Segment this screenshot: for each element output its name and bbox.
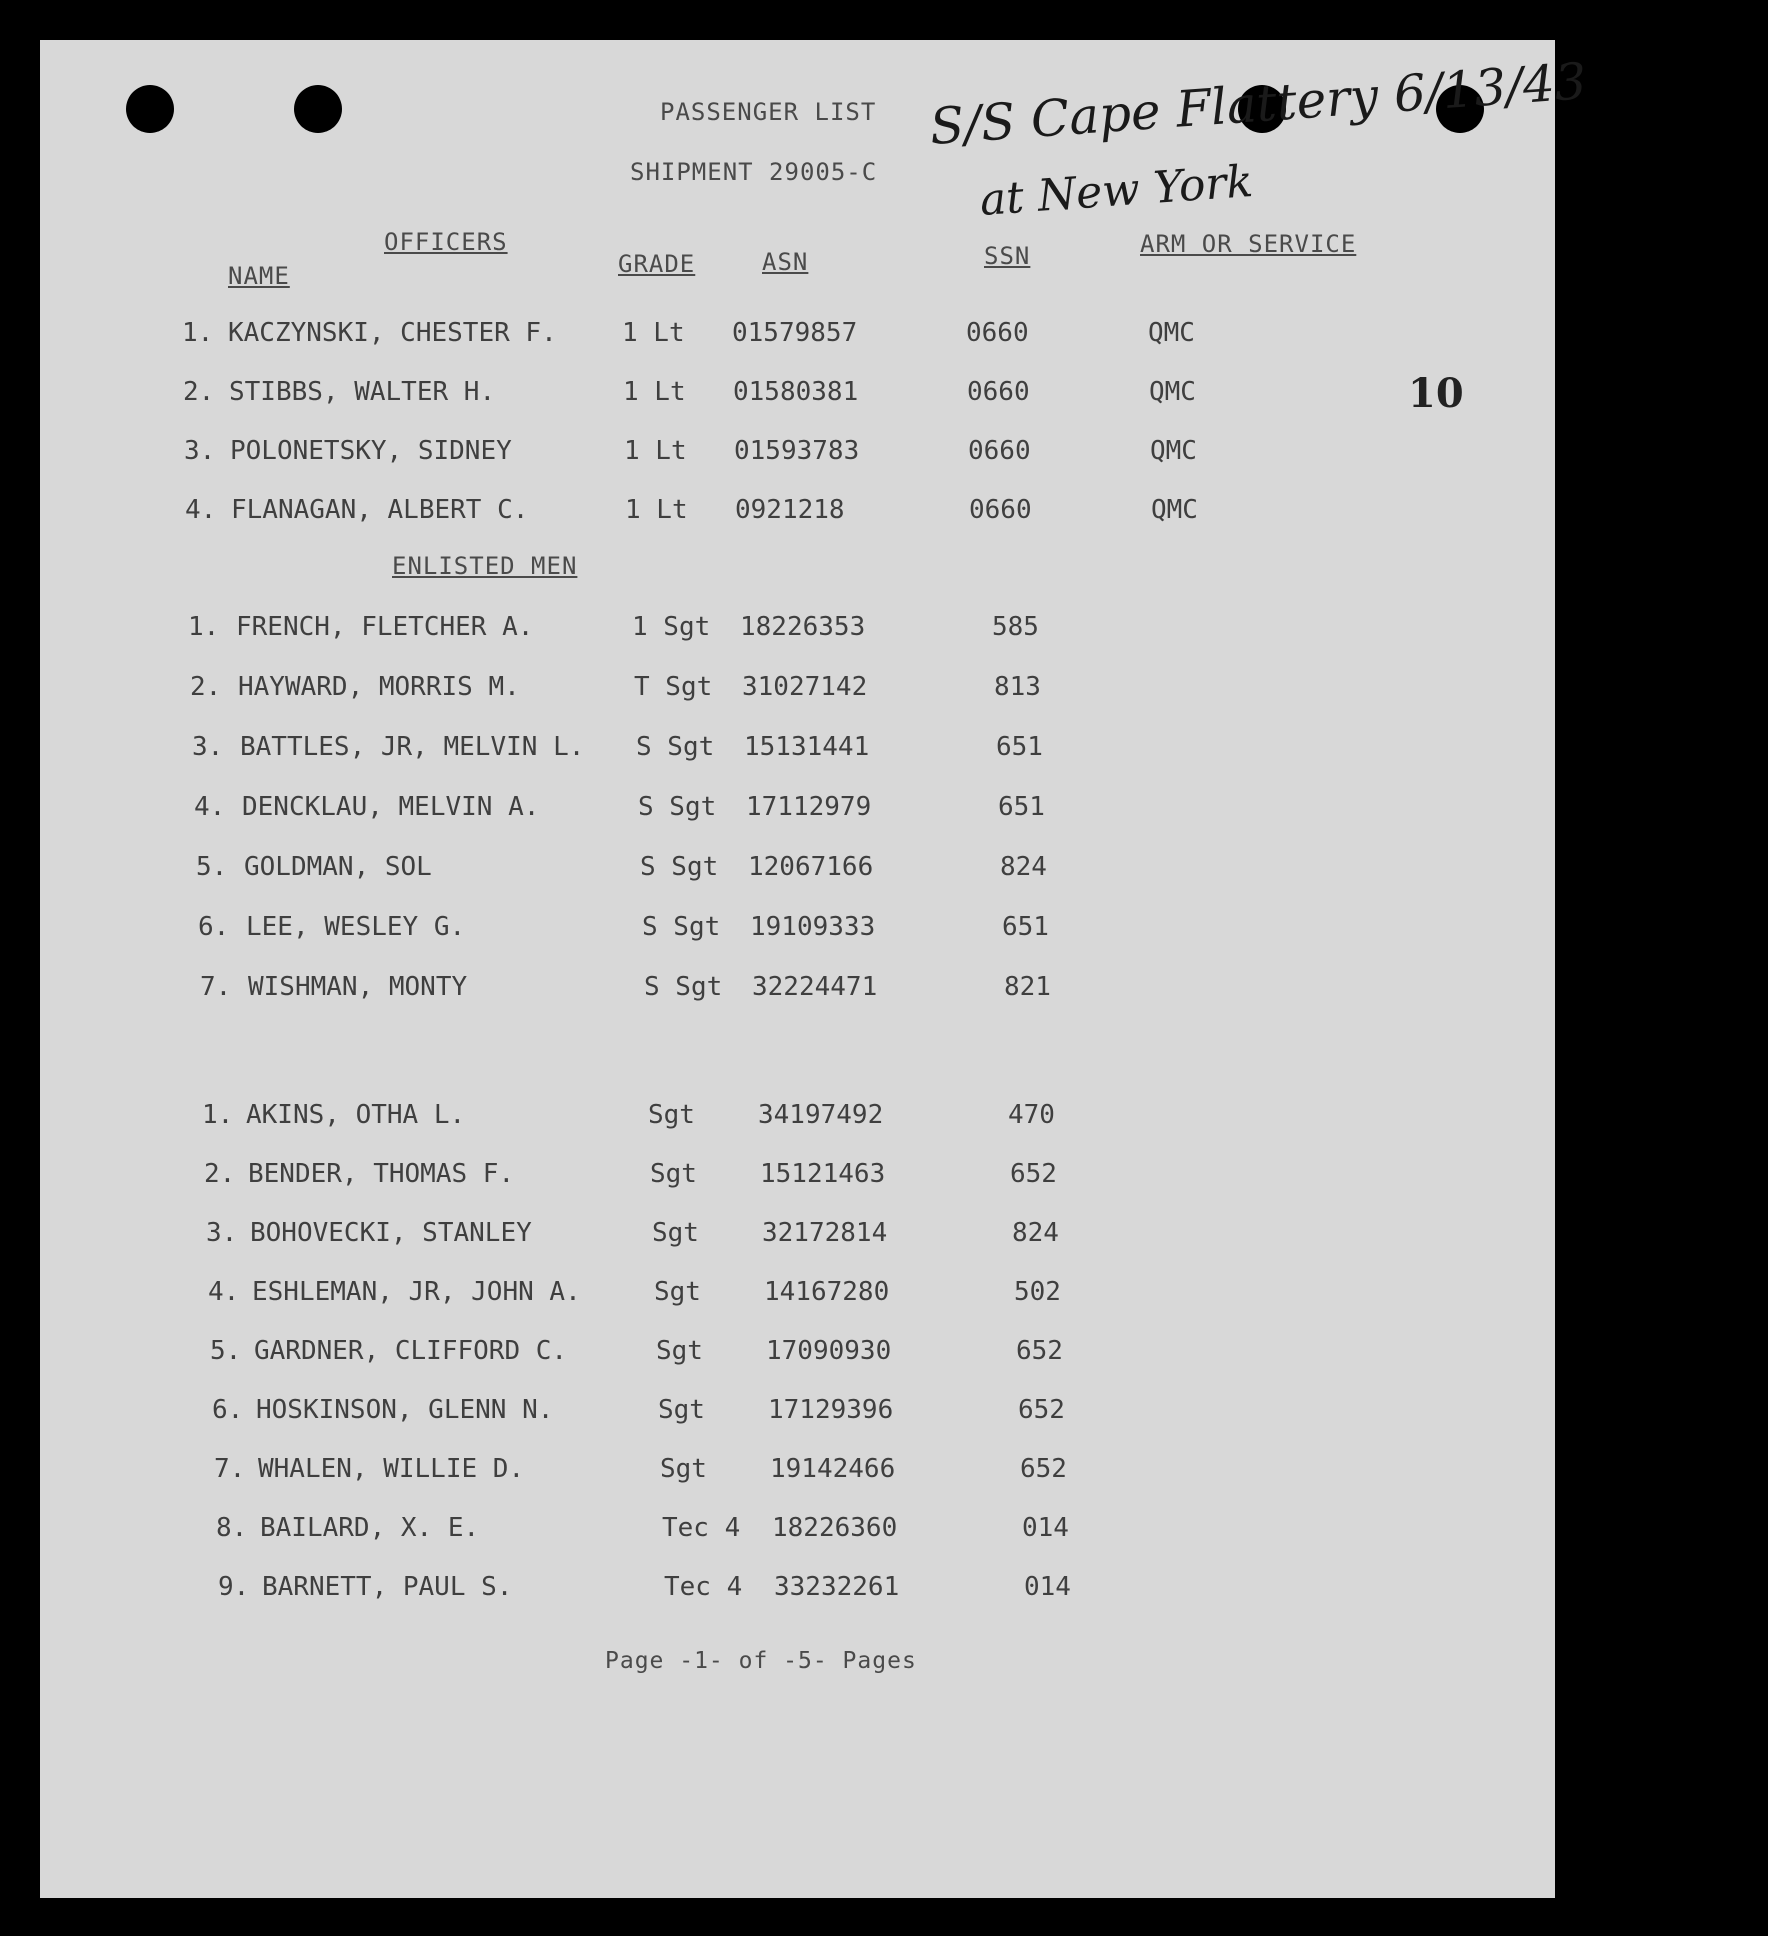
cell-num: 8.: [216, 1513, 248, 1543]
cell-grade: Sgt: [652, 1218, 699, 1248]
cell-num: 6.: [198, 912, 230, 942]
table-row: [40, 1218, 1540, 1252]
cell-asn: 31027142: [742, 672, 868, 702]
cell-ssn: 651: [1002, 912, 1049, 942]
cell-name: WISHMAN, MONTY: [248, 972, 468, 1002]
cell-num: 2.: [204, 1159, 236, 1189]
cell-grade: 1 Lt: [622, 318, 685, 348]
cell-ssn: 824: [1012, 1218, 1059, 1248]
cell-name: FLANAGAN, ALBERT C.: [231, 495, 529, 525]
cell-ssn: 014: [1022, 1513, 1069, 1543]
cell-num: 7.: [214, 1454, 246, 1484]
cell-name: GOLDMAN, SOL: [244, 852, 432, 882]
cell-asn: 12067166: [748, 852, 874, 882]
cell-asn: 33232261: [774, 1572, 900, 1602]
cell-ssn: 502: [1014, 1277, 1061, 1307]
cell-ssn: 652: [1010, 1159, 1057, 1189]
cell-asn: 15121463: [760, 1159, 886, 1189]
cell-num: 5.: [210, 1336, 242, 1366]
table-row: [40, 1159, 1540, 1193]
cell-ssn: 652: [1016, 1336, 1063, 1366]
cell-asn: 19142466: [770, 1454, 896, 1484]
cell-grade: 1 Lt: [625, 495, 688, 525]
cell-name: KACZYNSKI, CHESTER F.: [228, 318, 557, 348]
cell-name: POLONETSKY, SIDNEY: [230, 436, 512, 466]
grade-column-header: GRADE: [618, 250, 696, 278]
cell-grade: S Sgt: [636, 732, 715, 762]
cell-asn: 0921218: [735, 495, 845, 525]
cell-num: 1.: [182, 318, 214, 348]
table-row: [40, 1100, 1540, 1134]
cell-asn: 15131441: [744, 732, 870, 762]
cell-asn: 17090930: [766, 1336, 892, 1366]
table-row: [40, 318, 1540, 352]
cell-ssn: 824: [1000, 852, 1047, 882]
cell-name: LEE, WESLEY G.: [246, 912, 466, 942]
table-row: [40, 972, 1540, 1006]
cell-grade: Tec 4: [664, 1572, 743, 1602]
cell-ssn: 652: [1020, 1454, 1067, 1484]
arm-column-header: ARM OR SERVICE: [1140, 230, 1357, 258]
cell-name: BATTLES, JR, MELVIN L.: [240, 732, 585, 762]
page-footer: Page -1- of -5- Pages: [605, 1648, 917, 1674]
cell-arm: QMC: [1151, 495, 1198, 525]
table-row: [40, 377, 1540, 411]
table-row: [40, 495, 1540, 529]
table-row: [40, 912, 1540, 946]
cell-name: BENDER, THOMAS F.: [248, 1159, 515, 1189]
cell-num: 5.: [196, 852, 228, 882]
cell-num: 7.: [200, 972, 232, 1002]
cell-asn: 14167280: [764, 1277, 890, 1307]
cell-asn: 01580381: [733, 377, 859, 407]
cell-num: 4.: [194, 792, 226, 822]
handwritten-port-note: at New York: [978, 155, 1255, 226]
cell-name: BOHOVECKI, STANLEY: [250, 1218, 532, 1248]
cell-num: 2.: [183, 377, 215, 407]
cell-asn: 18226360: [772, 1513, 898, 1543]
cell-grade: S Sgt: [640, 852, 719, 882]
cell-asn: 32224471: [752, 972, 878, 1002]
cell-num: 3.: [206, 1218, 238, 1248]
cell-name: ESHLEMAN, JR, JOHN A.: [252, 1277, 581, 1307]
handwritten-ship-note: S/S Cape Flattery 6/13/43: [927, 52, 1589, 156]
punch-hole: [126, 85, 174, 133]
asn-column-header: ASN: [762, 248, 809, 276]
cell-ssn: 821: [1004, 972, 1051, 1002]
cell-ssn: 813: [994, 672, 1041, 702]
cell-num: 2.: [190, 672, 222, 702]
cell-name: FRENCH, FLETCHER A.: [236, 612, 534, 642]
table-row: [40, 852, 1540, 886]
cell-asn: 01579857: [732, 318, 858, 348]
table-row: [40, 792, 1540, 826]
table-row: [40, 672, 1540, 706]
cell-arm: QMC: [1150, 436, 1197, 466]
cell-num: 4.: [185, 495, 217, 525]
cell-grade: Sgt: [658, 1395, 705, 1425]
cell-ssn: 0660: [966, 318, 1029, 348]
cell-num: 1.: [188, 612, 220, 642]
cell-asn: 17129396: [768, 1395, 894, 1425]
table-row: [40, 1572, 1540, 1606]
cell-num: 4.: [208, 1277, 240, 1307]
cell-ssn: 0660: [967, 377, 1030, 407]
cell-ssn: 652: [1018, 1395, 1065, 1425]
cell-grade: Sgt: [654, 1277, 701, 1307]
cell-ssn: 470: [1008, 1100, 1055, 1130]
cell-name: GARDNER, CLIFFORD C.: [254, 1336, 568, 1366]
cell-ssn: 585: [992, 612, 1039, 642]
cell-ssn: 651: [998, 792, 1045, 822]
cell-grade: 1 Lt: [624, 436, 687, 466]
cell-asn: 34197492: [758, 1100, 884, 1130]
cell-grade: Sgt: [648, 1100, 695, 1130]
cell-name: BARNETT, PAUL S.: [262, 1572, 513, 1602]
cell-ssn: 0660: [969, 495, 1032, 525]
officers-heading: OFFICERS: [384, 228, 508, 256]
cell-grade: S Sgt: [638, 792, 717, 822]
document-title: PASSENGER LIST: [660, 98, 877, 126]
cell-ssn: 0660: [968, 436, 1031, 466]
enlisted-men-heading: ENLISTED MEN: [392, 552, 578, 580]
table-row: [40, 1513, 1540, 1547]
cell-grade: S Sgt: [642, 912, 721, 942]
cell-num: 1.: [202, 1100, 234, 1130]
table-row: [40, 732, 1540, 766]
table-row: [40, 1336, 1540, 1370]
shipment-number: SHIPMENT 29005-C: [630, 158, 878, 186]
cell-name: DENCKLAU, MELVIN A.: [242, 792, 540, 822]
cell-grade: Sgt: [660, 1454, 707, 1484]
cell-asn: 01593783: [734, 436, 860, 466]
cell-arm: QMC: [1149, 377, 1196, 407]
table-row: [40, 1395, 1540, 1429]
cell-ssn: 014: [1024, 1572, 1071, 1602]
cell-grade: Sgt: [650, 1159, 697, 1189]
cell-num: 3.: [192, 732, 224, 762]
table-row: [40, 612, 1540, 646]
ssn-column-header: SSN: [984, 242, 1031, 270]
cell-grade: Tec 4: [662, 1513, 741, 1543]
cell-asn: 19109333: [750, 912, 876, 942]
cell-ssn: 651: [996, 732, 1043, 762]
page-stamp-number: 10: [1408, 370, 1464, 417]
cell-name: BAILARD, X. E.: [260, 1513, 480, 1543]
table-row: [40, 1277, 1540, 1311]
cell-name: HAYWARD, MORRIS M.: [238, 672, 520, 702]
cell-num: 9.: [218, 1572, 250, 1602]
cell-num: 6.: [212, 1395, 244, 1425]
cell-grade: 1 Lt: [623, 377, 686, 407]
cell-arm: QMC: [1148, 318, 1195, 348]
punch-hole: [294, 85, 342, 133]
cell-asn: 17112979: [746, 792, 872, 822]
cell-name: WHALEN, WILLIE D.: [258, 1454, 525, 1484]
table-row: [40, 436, 1540, 470]
cell-name: AKINS, OTHA L.: [246, 1100, 466, 1130]
name-column-header: NAME: [228, 262, 290, 290]
cell-asn: 32172814: [762, 1218, 888, 1248]
cell-num: 3.: [184, 436, 216, 466]
cell-asn: 18226353: [740, 612, 866, 642]
cell-grade: Sgt: [656, 1336, 703, 1366]
cell-grade: T Sgt: [634, 672, 713, 702]
cell-grade: S Sgt: [644, 972, 723, 1002]
document-page: [40, 40, 1589, 1898]
table-row: [40, 1454, 1540, 1488]
cell-name: HOSKINSON, GLENN N.: [256, 1395, 554, 1425]
cell-grade: 1 Sgt: [632, 612, 711, 642]
cell-name: STIBBS, WALTER H.: [229, 377, 496, 407]
